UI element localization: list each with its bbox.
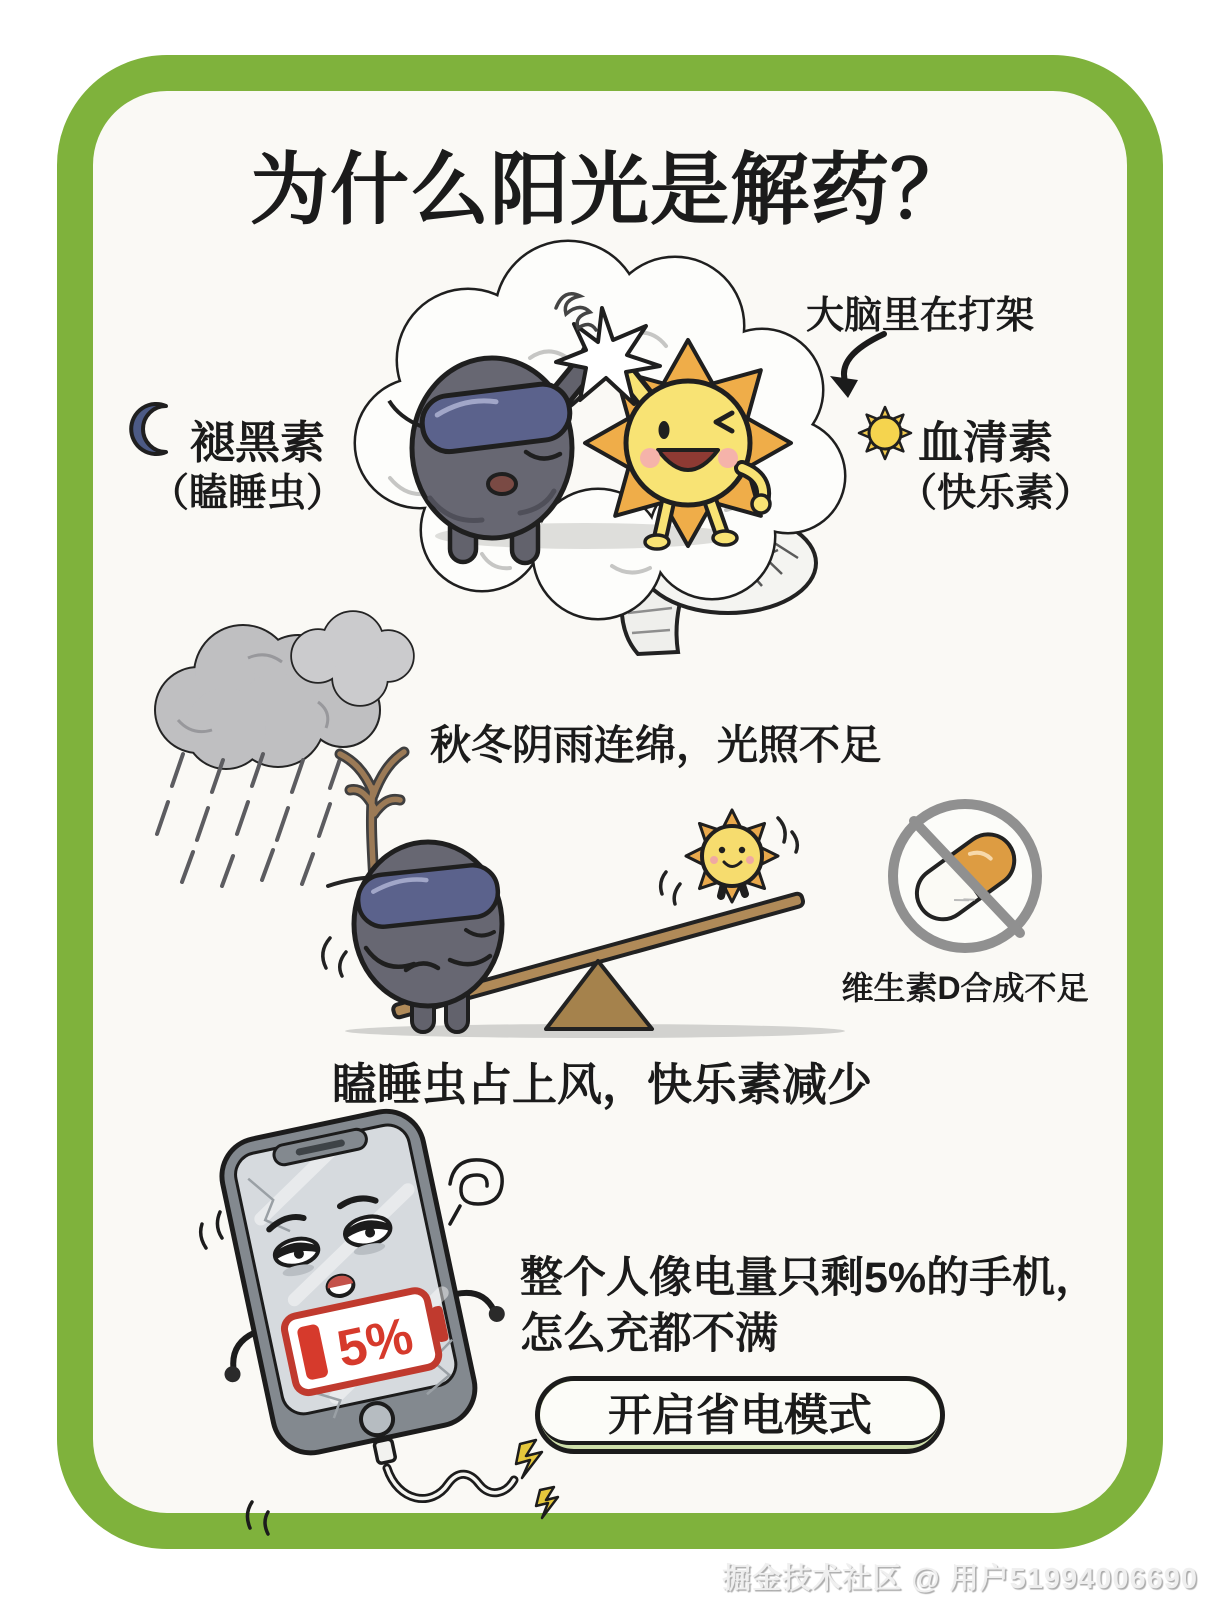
melatonin-sublabel: （瞌睡虫）: [150, 472, 346, 515]
lightning-icon: [516, 1440, 542, 1478]
sun-on-seesaw: [661, 810, 798, 904]
seesaw-caption: 瞌睡虫占上风，快乐素减少: [332, 1059, 873, 1110]
melatonin-on-seesaw: [323, 842, 502, 1032]
melatonin-label: 褪黑素: [190, 417, 326, 468]
power-save-mode-button-label: 开启省电模式: [540, 1381, 940, 1445]
brain-annotation: 大脑里在打架: [806, 295, 1035, 337]
moon-icon: [130, 400, 184, 458]
serotonin-label: 血清素: [918, 417, 1054, 468]
serotonin-sublabel: （快乐素）: [898, 472, 1094, 515]
page-title: 为什么阳光是解药？: [250, 145, 970, 234]
lightning-icon-small: [536, 1487, 558, 1518]
frustration-scribble-icon: [450, 1160, 502, 1224]
watermark: 掘金技术社区 @ 用户51994006690: [722, 1563, 1198, 1595]
brain-illustration: [330, 238, 850, 658]
low-battery-phone-illustration: [148, 1092, 578, 1562]
vitamin-d-caption: 维生素D合成不足: [841, 970, 1089, 1006]
phone-caption-line2: 怎么充都不满: [520, 1310, 778, 1358]
battery-percent-label: 5%: [332, 1306, 418, 1380]
power-save-mode-button: [535, 1376, 945, 1454]
annotation-arrow-icon: [806, 328, 896, 400]
sun-icon: [856, 404, 914, 462]
phone-body: [178, 1095, 530, 1491]
seesaw-illustration: [300, 788, 820, 1040]
no-pill-icon: [882, 793, 1048, 959]
phone-caption-line1: 整个人像电量只剩5%的手机，: [520, 1254, 1099, 1302]
weather-caption: 秋冬阴雨连绵，光照不足: [430, 722, 881, 768]
charger-plug-icon: [374, 1439, 396, 1464]
